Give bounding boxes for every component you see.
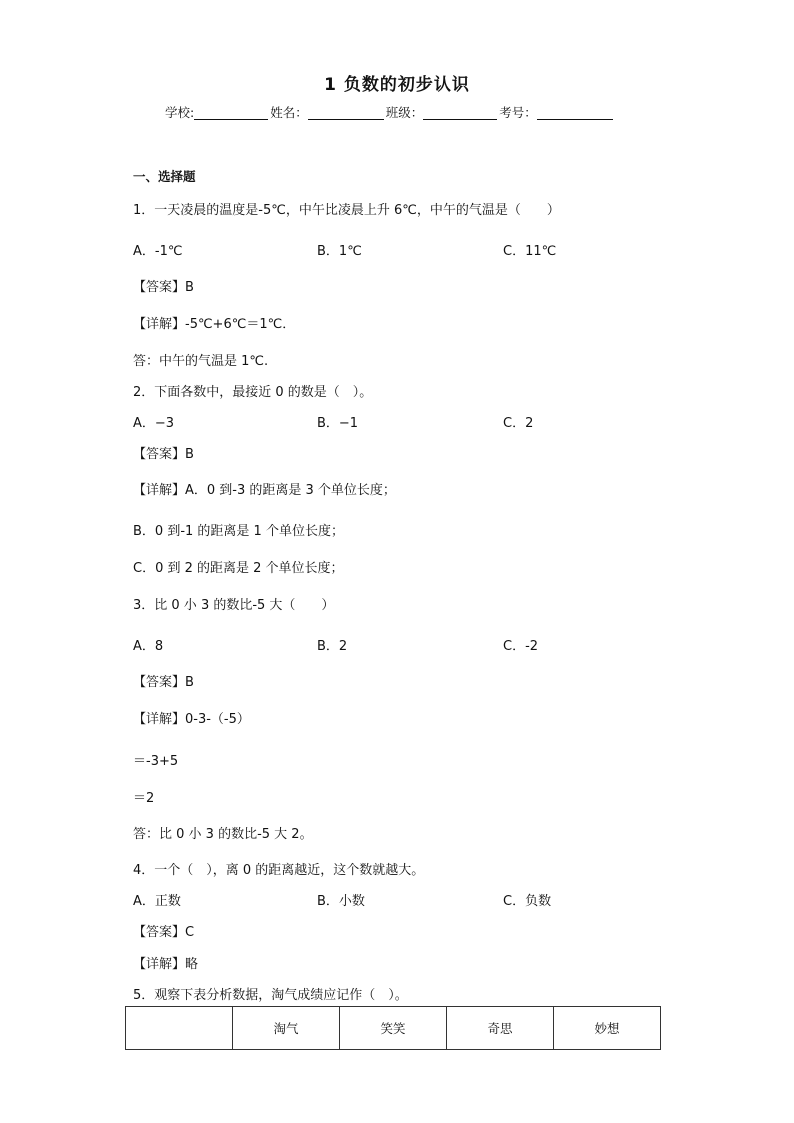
q1-option-b: B．1℃ [317,244,362,259]
q3-detail: 【详解】0-3-（-5） [133,712,250,727]
q3-stem: 3．比 0 小 3 的数比-5 大（ ） [133,598,335,613]
q2-answer: 【答案】B [133,447,194,462]
q2-detail-2: B．0 到-1 的距离是 1 个单位长度； [133,524,344,539]
q2-detail-1: 【详解】A．0 到-3 的距离是 3 个单位长度； [133,483,396,498]
table-row [126,1007,661,1050]
q1-option-a: A．-1℃ [133,244,183,259]
q2-detail-3: C．0 到 2 的距离是 2 个单位长度； [133,561,344,576]
q3-reply: 答：比 0 小 3 的数比-5 大 2。 [133,827,313,842]
q1-option-c: C．11℃ [503,244,557,259]
table-header-cell: 妙想 [554,1007,661,1050]
school-label: 学校: [165,105,195,120]
q5-data-table [125,1006,661,1050]
q3-step-1: ＝-3+5 [133,754,179,769]
table-header-cell: 笑笑 [340,1007,447,1050]
q3-option-a: A．8 [133,639,164,654]
q3-answer: 【答案】B [133,675,194,690]
q2-option-c: C．2 [503,416,534,431]
q4-answer: 【答案】C [133,925,195,940]
q2-option-b: B．−1 [317,416,359,431]
table-header-cell: 奇思 [447,1007,554,1050]
class-blank [423,105,497,120]
q4-option-b: B．小数 [317,894,365,909]
table-header-cell: 淘气 [233,1007,340,1050]
class-label: 班级： [385,105,424,120]
exam-number-label: 考号： [499,105,537,120]
q4-stem: 4．一个（ ），离 0 的距离越近，这个数就越大。 [133,863,425,878]
q3-option-c: C．-2 [503,639,539,654]
school-blank [194,105,268,120]
name-label: 姓名： [270,105,308,120]
section-heading: 一、选择题 [133,169,196,184]
q4-detail: 【详解】略 [133,957,199,972]
q2-stem: 2．下面各数中，最接近 0 的数是（ ）。 [133,385,373,400]
q1-detail: 【详解】-5℃+6℃＝1℃． [133,317,296,332]
q4-option-a: A．正数 [133,894,181,909]
q4-option-c: C．负数 [503,894,552,909]
q1-answer: 【答案】B [133,280,194,295]
q3-step-2: ＝2 [133,791,155,806]
q1-reply: 答：中午的气温是 1℃. [133,354,269,369]
q2-option-a: A．−3 [133,416,175,431]
name-blank [308,105,384,120]
q1-stem: 1．一天凌晨的温度是-5℃，中午比凌晨上升 6℃，中午的气温是（ ） [133,203,560,218]
page-title: 1 负数的初步认识 [324,75,470,95]
exam-number-blank [537,105,613,120]
table-header-cell [126,1007,233,1050]
student-info-line [165,103,615,121]
q5-stem: 5．观察下表分析数据，淘气成绩应记作（ ）。 [133,988,408,1003]
q3-option-b: B．2 [317,639,348,654]
